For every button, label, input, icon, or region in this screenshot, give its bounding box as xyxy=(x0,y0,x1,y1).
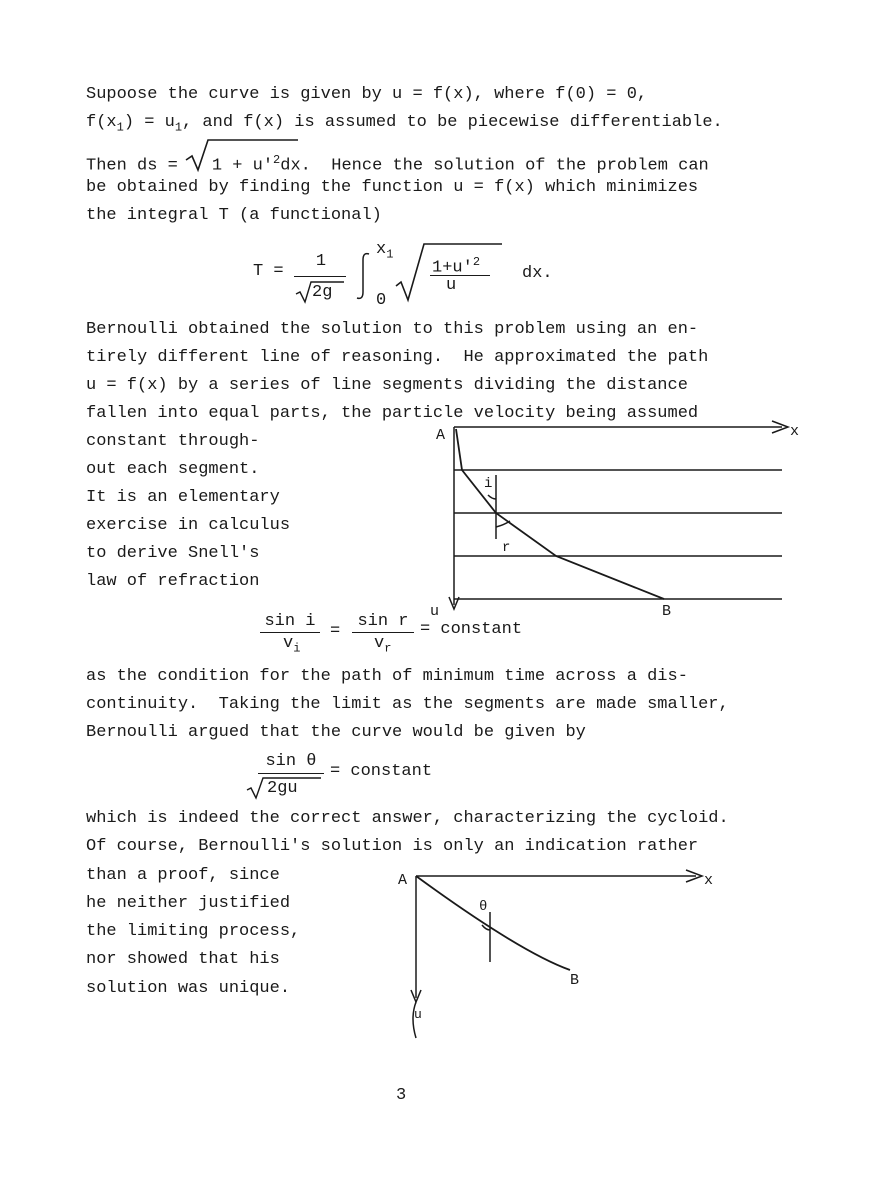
eq2-den2 xyxy=(374,634,391,658)
para3-line2: continuity. Taking the limit as the segments are made smaller, xyxy=(86,695,729,714)
para2-line9: to derive Snell's xyxy=(86,544,260,563)
para2-line4: fallen into equal parts, the particle velocity being assumed xyxy=(86,404,699,423)
para4-line2: Of course, Bernoulli's solution is only an indication rather xyxy=(86,837,699,856)
fig2-label-theta: θ xyxy=(479,899,488,915)
para1-line1: Supoose the curve is given by u = f(x), where f(0) = 0, xyxy=(86,85,648,104)
integral-sign xyxy=(355,250,375,302)
fx-mid: ) = u xyxy=(123,113,175,132)
fig1-path xyxy=(456,429,664,599)
upper-x: x xyxy=(376,240,387,259)
para3-line1: as the condition for the path of minimum time across a dis- xyxy=(86,667,688,686)
para2-line1: Bernoulli obtained the solution to this problem using an en- xyxy=(86,320,699,339)
fig1-label-u: u xyxy=(430,603,440,620)
para2-line5: constant through- xyxy=(86,432,260,451)
fig2-label-x: x xyxy=(704,872,714,889)
integral-lower-limit: 0 xyxy=(376,291,387,310)
ds-radical-sign xyxy=(186,138,306,174)
fig2-label-u: u xyxy=(414,1007,422,1022)
eq3-numerator: sin θ xyxy=(265,752,317,771)
para4-line1: which is indeed the correct answer, characterizing the cycloid. xyxy=(86,809,729,828)
para2-line6: out each segment. xyxy=(86,460,260,479)
upper-sub: 1 xyxy=(386,247,394,262)
integrand-fraction-bar xyxy=(430,275,490,276)
fig1-label-i: i xyxy=(484,476,493,492)
eq2-rhs: = constant xyxy=(420,620,523,639)
figure-cycloid xyxy=(390,862,730,1047)
para1-line5: the integral T (a functional) xyxy=(86,206,382,225)
ds-exponent: 2 xyxy=(273,153,281,167)
fig2-curve xyxy=(416,876,570,970)
fig1-label-x: x xyxy=(790,423,800,440)
para4-line5: the limiting process, xyxy=(86,922,301,941)
para4-line6: nor showed that his xyxy=(86,950,280,969)
para2-line2: tirely different line of reasoning. He approximated the path xyxy=(86,348,709,367)
eq3-bar xyxy=(258,773,324,774)
den2-v: v xyxy=(374,634,385,653)
ds-radicand: 1 + u' xyxy=(211,156,274,176)
eq1-numerator: 1 xyxy=(315,252,327,271)
ds-lhs: Then ds = xyxy=(86,156,178,176)
eq2-bar1 xyxy=(260,632,320,633)
fig1-angle-r-arc xyxy=(496,521,510,527)
fx-rest: , and f(x) is assumed to be piecewise differentiable. xyxy=(182,113,723,132)
eq3-denominator: 2gu xyxy=(267,779,298,798)
para4-line7: solution was unique. xyxy=(86,979,291,998)
para3-line3: Bernoulli argued that the curve would be given by xyxy=(86,723,586,742)
x-subscript: 1 xyxy=(116,120,124,135)
fig2-label-a: A xyxy=(398,872,408,889)
para2-line7: It is an elementary xyxy=(86,488,280,507)
para2-line3: u = f(x) by a series of line segments dividing the distance xyxy=(86,376,688,395)
u-subscript: 1 xyxy=(174,120,183,135)
fig1-label-r: r xyxy=(502,540,511,556)
eq1-lhs: T = xyxy=(253,262,284,281)
eq2-den1 xyxy=(283,634,300,658)
page-number: 3 xyxy=(396,1086,407,1105)
fig2-label-b: B xyxy=(570,972,580,989)
integral-upper-limit xyxy=(376,240,393,264)
para2-line8: exercise in calculus xyxy=(86,516,291,535)
integrand-denominator: u xyxy=(446,276,457,295)
eq2-equals: = xyxy=(330,622,341,641)
para1-line2 xyxy=(86,113,723,137)
para4-line4: he neither justified xyxy=(86,894,291,913)
fig1-label-b: B xyxy=(662,603,672,620)
eq3-rhs: = constant xyxy=(330,762,433,781)
para1-line3 xyxy=(86,150,709,177)
fx-open: f(x xyxy=(86,113,117,132)
eq1-denominator: 2g xyxy=(312,283,333,302)
figure-snell-layers xyxy=(420,415,820,620)
den2-sub: r xyxy=(384,641,392,656)
eq1-dx: dx. xyxy=(522,264,553,283)
den1-sub: i xyxy=(293,641,301,656)
fig1-angle-i-arc xyxy=(488,495,496,499)
inum-text: 1+u' xyxy=(432,258,473,278)
para2-line10: law of refraction xyxy=(86,572,260,591)
fig1-label-a: A xyxy=(436,427,446,444)
para4-line3: than a proof, since xyxy=(86,866,280,885)
para1-line4: be obtained by finding the function u = f(x) which minimizes xyxy=(86,178,699,197)
eq1-fraction-bar xyxy=(294,276,346,277)
ds-rest: dx. Hence the solution of the problem can xyxy=(280,156,709,176)
eq2-num1: sin i xyxy=(264,612,316,631)
eq2-bar2 xyxy=(352,632,414,633)
inum-exponent: 2 xyxy=(472,255,481,269)
eq2-num2: sin r xyxy=(357,612,409,631)
den1-v: v xyxy=(283,634,294,653)
